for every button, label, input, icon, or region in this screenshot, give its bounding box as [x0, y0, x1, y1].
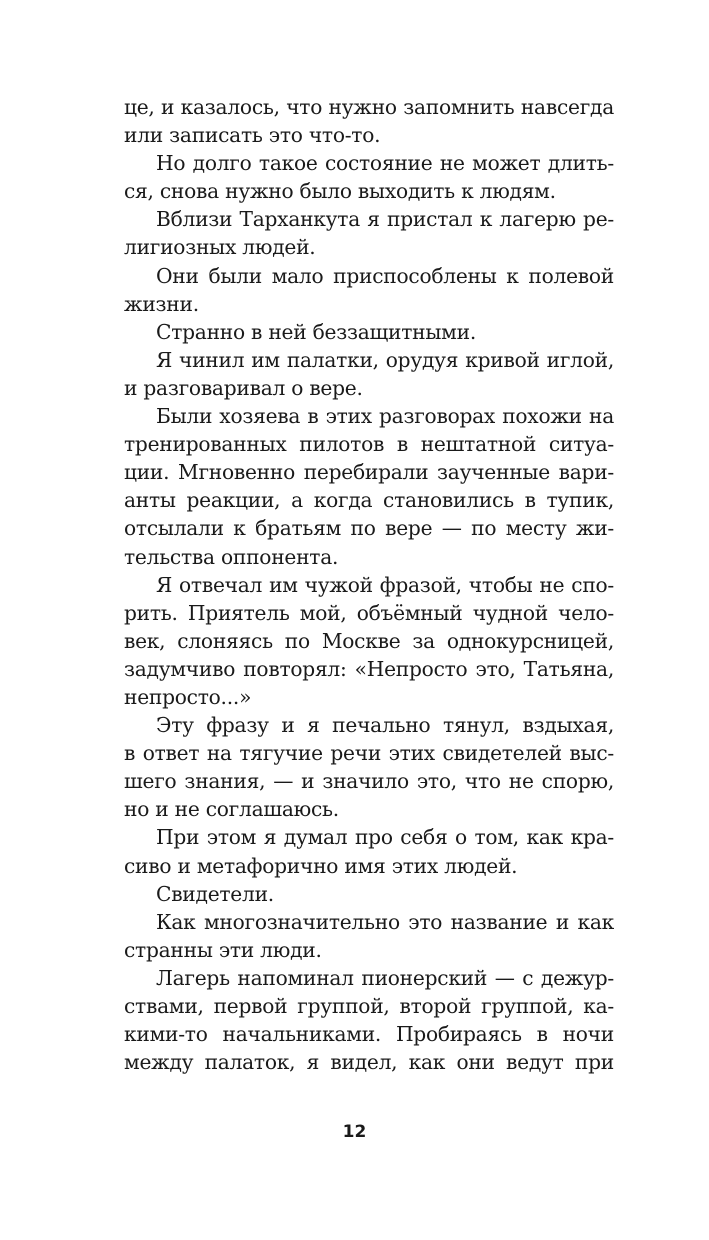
text-line: ствами, первой группой, второй группой, ка-: [124, 994, 614, 1018]
text-line: лигиозных людей.: [124, 235, 316, 260]
text-line: странны эти люди.: [124, 937, 322, 962]
text-line: и разговаривал о вере.: [124, 375, 363, 400]
text-line: ся, снова нужно было выходить к людям.: [124, 179, 556, 204]
page-text-body: [124, 93, 614, 1076]
text-line: Были хозяева в этих разговорах похожи на: [156, 404, 614, 429]
text-line: анты реакции, а когда становились в тупик,: [124, 488, 614, 513]
text-line: це, и казалось, что нужно запомнить навсегда: [124, 95, 614, 119]
text-line: тренированных пилотов в нештатной ситуа-: [124, 432, 614, 457]
text-line: Я отвечал им чужой фразой, чтобы не спо-: [156, 572, 614, 597]
text-line: или записать это что-то.: [124, 123, 381, 148]
text-line: Они были мало приспособлены к полевой: [156, 263, 614, 288]
text-line: жизни.: [124, 291, 199, 316]
text-line: между палаток, я видел, как они ведут при: [124, 1050, 614, 1075]
page-number: 12: [342, 1122, 367, 1142]
text-line: Свидетели.: [156, 881, 274, 906]
text-line: Но долго такое состояние не может длить-: [156, 151, 614, 176]
text-line: Вблизи Тарханкута я пристал к лагерю ре-: [156, 207, 614, 232]
text-line: век, слоняясь по Москве за однокурсницей,: [124, 628, 614, 653]
text-line: отсылали к братьям по вере — по месту жи-: [124, 516, 614, 541]
text-line: сиво и метафорично имя этих людей.: [124, 853, 518, 878]
text-line: задумчиво повторял: «Непросто это, Татьяна,: [124, 656, 614, 681]
text-line: Странно в ней беззащитными.: [156, 319, 477, 344]
text-line: Как многозначительно это название и как: [156, 909, 614, 934]
text-line: При этом я думал про себя о том, как кра-: [156, 825, 614, 850]
text-line: кими-то начальниками. Пробираясь в ночи: [124, 1022, 614, 1047]
text-line: рить. Приятель мой, объёмный чудной чело-: [124, 600, 614, 625]
text-line: шего знания, — и значило это, что не спорю,: [124, 769, 614, 794]
text-line: Я чинил им палатки, орудуя кривой иглой,: [156, 347, 614, 372]
text-line: тельства оппонента.: [124, 544, 339, 569]
text-line: ции. Мгновенно перебирали заученные вари-: [124, 460, 614, 485]
text-line: непросто...»: [124, 684, 252, 709]
text-line: но и не соглашаюсь.: [124, 797, 339, 822]
text-line: Эту фразу и я печально тянул, вздыхая,: [156, 713, 614, 738]
text-line: в ответ на тягучие речи этих свидетелей выс-: [124, 741, 614, 766]
text-line: Лагерь напоминал пионерский — с дежур-: [156, 965, 614, 990]
